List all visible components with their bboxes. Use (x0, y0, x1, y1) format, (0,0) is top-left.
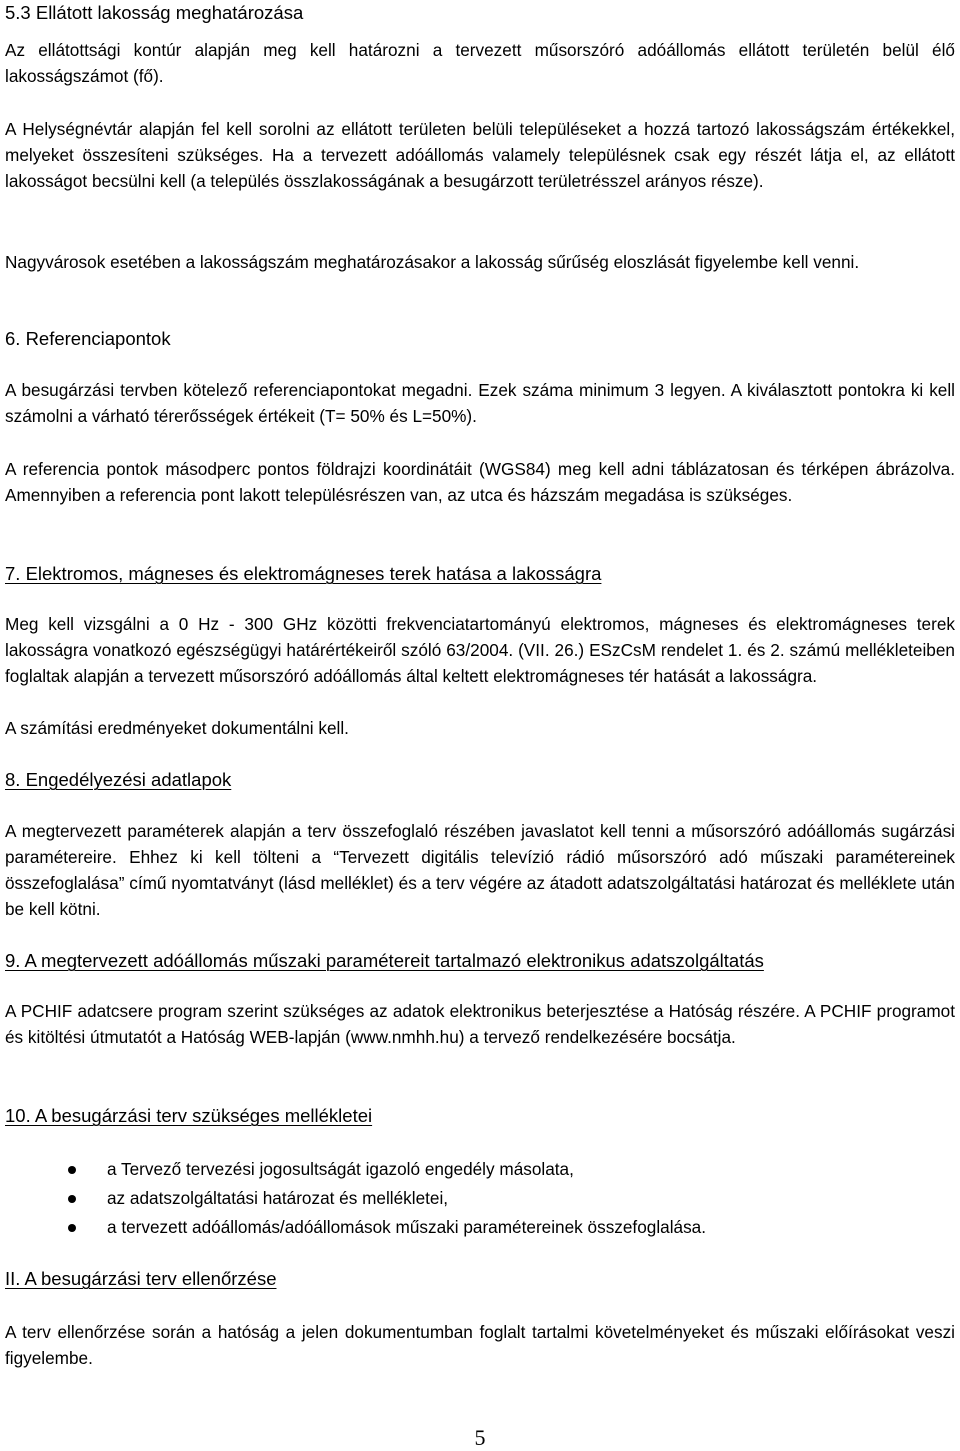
list-item: a Tervező tervezési jogosultságát igazoló engedély másolata, (5, 1155, 955, 1184)
list-item: az adatszolgáltatási határozat és mellékletei, (5, 1184, 955, 1213)
section-8-paragraph-1: A megtervezett paraméterek alapján a terv összefoglaló részében javaslatot kell tenni a műsorszóró adóállomás sugárzási paramétereire. Ehhez ki kell tölteni a “Tervezett digitális televízió rádió műsorszóró adó műszaki paramétereinek összefoglalása” című nyomtatványt (lásd melléklet) és a terv végére az átadott adatszolgáltatási határozat és melléklete után be kell kötni. (5, 821, 955, 919)
section-8-heading-text: 8. Engedélyezési adatlapok (5, 769, 232, 790)
list-item: a tervezett adóállomás/adóállomások műszaki paramétereinek összefoglalása. (5, 1213, 955, 1242)
attachments-list (5, 1155, 955, 1242)
section-8-heading (5, 767, 955, 793)
section-10-heading-text: 10. A besugárzási terv szükséges mellékletei (5, 1105, 373, 1126)
section-7-heading-text: 7. Elektromos, mágneses és elektromágneses terek hatása a lakosságra (5, 563, 602, 584)
section-ii-paragraph-1: A terv ellenőrzése során a hatóság a jelen dokumentumban foglalt tartalmi követelményeket és műszaki előírásokat veszi figyelembe. (5, 1322, 955, 1368)
section-5-3-paragraph-3: Nagyvárosok esetében a lakosságszám meghatározásakor a lakosság sűrűség eloszlását figyelembe kell venni. (5, 252, 860, 272)
section-10-heading (5, 1103, 955, 1129)
section-5-3-heading: 5.3 Ellátott lakosság meghatározása (5, 2, 304, 23)
section-5-3-paragraph-1: Az ellátottsági kontúr alapján meg kell határozni a tervezett műsorszóró adóállomás ellátott területén belül élő lakosságszámot (fő). (5, 40, 955, 86)
section-6-heading: 6. Referenciapontok (5, 328, 171, 349)
section-7-paragraph-1: Meg kell vizsgálni a 0 Hz - 300 GHz közötti frekvenciatartományú elektromos, mágneses és elektromágneses terek lakosságra vonatkozó egészségügyi határértékeiről szóló 63/2004. (VII. 26.) ESzCsM rendelet 1. és 2. számú mellékleteiben foglaltak alapján a tervezett műsorszóró adóállomás által keltett elektromágneses tér hatását a lakosságra. (5, 614, 955, 686)
section-9-heading (5, 948, 955, 974)
page-number: 5 (474, 1425, 486, 1450)
section-7-heading (5, 561, 955, 587)
section-5-3-paragraph-2: A Helységnévtár alapján fel kell sorolni az ellátott területen belüli településeket a hozzá tartozó lakosságszám értékekkel, melyeket összesíteni szükséges. Ha a tervezett adóállomás valamely településnek csak egy részét látja el, az ellátott lakosságot becsülni kell (a település összlakosságának a besugárzott területrésszel arányos része). (5, 119, 955, 191)
section-ii-heading-text: II. A besugárzási terv ellenőrzése (5, 1268, 277, 1289)
section-6-paragraph-1: A besugárzási tervben kötelező referenciapontokat megadni. Ezek száma minimum 3 legyen. A kiválasztott pontokra ki kell számolni a várható térerősségek értékeit (T= 50% és L=50%). (5, 380, 955, 426)
section-9-heading-text: 9. A megtervezett adóállomás műszaki paramétereit tartalmazó elektronikus adatszolgáltatás (5, 950, 764, 971)
section-7-paragraph-2: A számítási eredményeket dokumentálni kell. (5, 718, 349, 738)
section-6-paragraph-2: A referencia pontok másodperc pontos földrajzi koordinátáit (WGS84) meg kell adni táblázatosan és térképen ábrázolva. Amennyiben a referencia pont lakott településrészen van, az utca és házszám megadása is szükséges. (5, 459, 955, 505)
section-9-paragraph-1: A PCHIF adatcsere program szerint szükséges az adatok elektronikus beterjesztése a Hatóság részére. A PCHIF programot és kitöltési útmutatót a Hatóság WEB-lapján (www.nmhh.hu) a tervező rendelkezésére bocsátja. (5, 1001, 955, 1047)
section-ii-heading (5, 1266, 955, 1292)
